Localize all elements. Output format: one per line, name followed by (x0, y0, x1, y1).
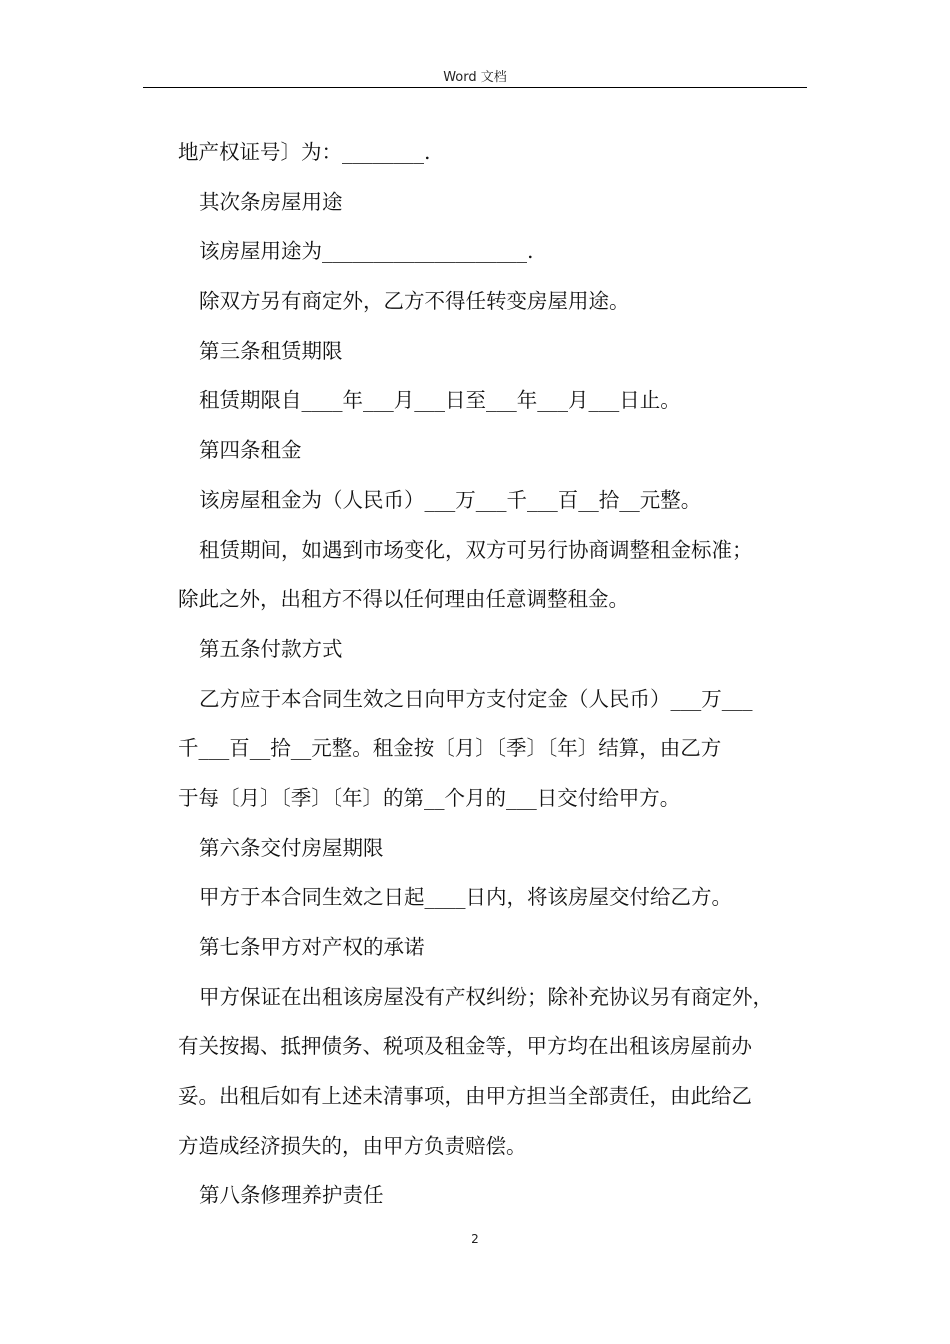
text-line: 乙方应于本合同生效之日向甲方支付定金（人民币）___万___ (199, 686, 753, 711)
clause-heading: 第三条租赁期限 (199, 338, 343, 363)
text-line: 甲方于本合同生效之日起____日内，将该房屋交付给乙方。 (199, 885, 732, 910)
text-line: 千___百__拾__元整。租金按〔月〕〔季〕〔年〕结算，由乙方 (178, 736, 722, 761)
text-line: 除双方另有商定外，乙方不得任转变房屋用途。 (199, 289, 630, 314)
text-line: 有关按揭、抵押债务、税项及租金等，甲方均在出租该房屋前办 (178, 1034, 752, 1059)
clause-heading: 第八条修理养护责任 (199, 1183, 384, 1208)
clause-heading: 第六条交付房屋期限 (199, 835, 384, 860)
text-line: 妥。出租后如有上述未清事项，由甲方担当全部责任，由此给乙 (178, 1084, 752, 1109)
text-line: 该房屋租金为（人民币）___万___千___百__拾__元整。 (199, 487, 702, 512)
text-line: 甲方保证在出租该房屋没有产权纠纷；除补充协议另有商定外， (199, 984, 773, 1009)
header-divider (143, 87, 807, 88)
page-header-title: Word 文档 (443, 70, 507, 85)
text-line: 地产权证号〕为：________. (178, 140, 431, 164)
text-line: 除此之外，出租方不得以任何理由任意调整租金。 (178, 587, 629, 612)
clause-heading: 其次条房屋用途 (199, 189, 343, 214)
text-line: 方造成经济损失的，由甲方负责赔偿。 (178, 1133, 527, 1158)
clause-heading: 第五条付款方式 (199, 636, 343, 661)
text-line: 租赁期限自____年___月___日至___年___月___日止。 (199, 388, 681, 413)
text-line: 租赁期间，如遇到市场变化，双方可另行协商调整租金标准； (199, 537, 753, 562)
clause-heading: 第四条租金 (199, 438, 302, 463)
document-body (178, 128, 808, 1221)
text-line: 于每〔月〕〔季〕〔年〕的第__个月的___日交付给甲方。 (178, 785, 681, 810)
text-line: 该房屋用途为____________________. (199, 239, 534, 264)
clause-heading: 第七条甲方对产权的承诺 (199, 935, 425, 959)
page-number: 2 (471, 1232, 479, 1246)
